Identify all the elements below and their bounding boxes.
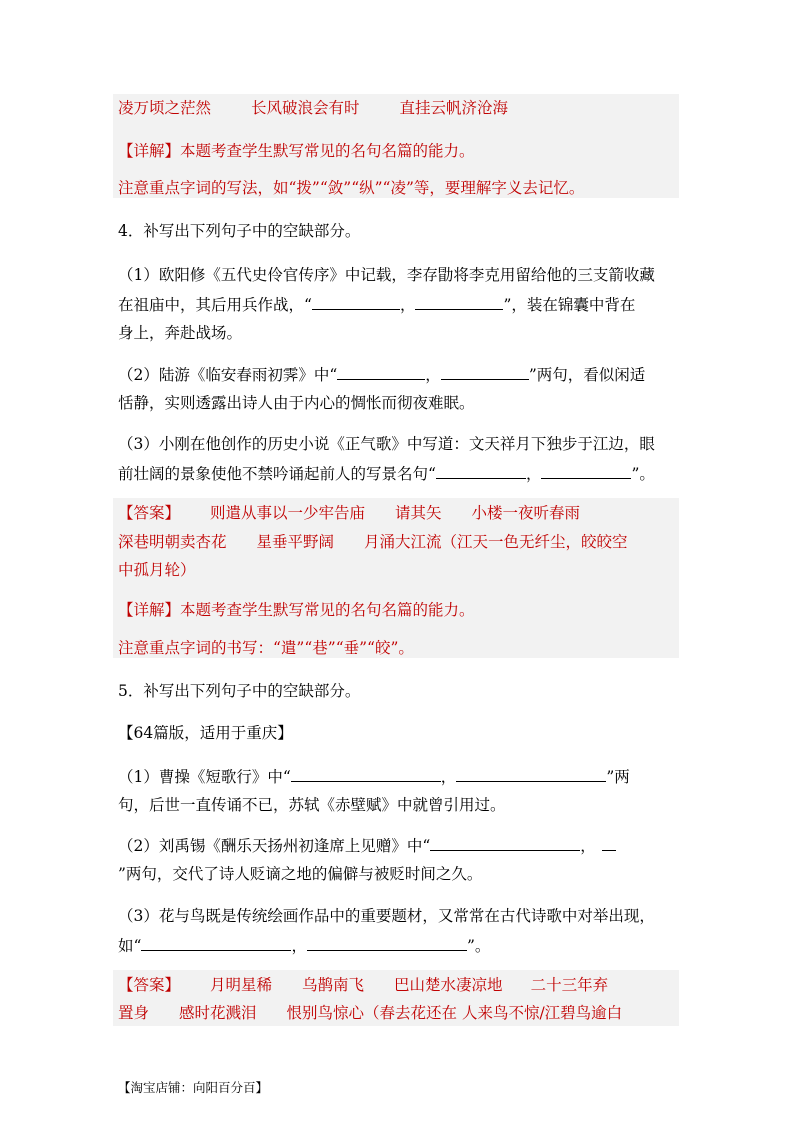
answer-item: 巴山楚水凄凉地 [394,976,503,994]
question-text: ”两句，交代了诗人贬谪之地的偏僻与被贬时间之久。 [118,865,483,883]
question-text-part: ， [580,837,596,855]
question-text-part: ， [291,937,307,955]
question-text: 句，后世一直传诵不已，苏轼《赤壁赋》中就曾引用过。 [118,796,506,814]
answer-item: 则遣从事以一少牢告庙 [210,504,366,522]
question-text [118,291,635,317]
question-text-part: ”，装在锦囊中背在 [503,296,636,314]
question-text-part: ”。 [631,465,655,483]
answer-item: 二十三年弃 [530,976,609,994]
answer-line [118,95,508,121]
blank-line [436,460,526,479]
question-text-part: ”两句，看似闲适 [528,366,646,384]
answer-item: 小楼一夜听春雨 [471,504,581,522]
page-footer: 【淘宝店铺：向阳百分百】 [118,1080,269,1095]
answer-item: 乌鹊南飞 [302,976,365,994]
detail-line: 【详解】本题考查学生默写常见的名句名篇的能力。 [118,142,475,160]
blank-line [602,832,616,851]
answer-line: 中孤月轮） [118,561,196,579]
answer-item: 月明星稀 [210,976,273,994]
answer-item: 月涌大江流（江天一色无纤尘，皎皎空 [364,533,628,551]
question-text-part: （2）陆游《临安春雨初霁》中“ [118,366,338,384]
question-text: （3）小刚在他创作的历史小说《正气歌》中写道：文天祥月下独步于江边，眼 [118,435,655,453]
version-note: 【64篇版，适用于重庆】 [118,724,293,742]
question-text-part: （2）刘禹锡《酬乐天扬州初逢席上见赠》中“ [118,837,431,855]
question-text-part: 在祖庙中，其后用兵作战，“ [118,296,312,314]
blank-line [291,763,441,782]
blank-line [456,763,606,782]
question-text-part: （1）曹操《短歌行》中“ [118,768,291,786]
blank-line [312,291,400,310]
blank-line [337,361,425,380]
answer-item: 直挂云帆济沧海 [399,99,509,117]
answer-item: 凌万顷之茫然 [118,99,212,117]
blank-line [141,932,291,951]
detail-line: 【详解】本题考查学生默写常见的名句名篇的能力。 [118,601,475,619]
question-text-part: ， [399,296,416,314]
question-text-part: ”两 [606,768,630,786]
answer-item: 长风破浪会有时 [251,99,360,117]
question-text [118,832,616,858]
answer-line [118,500,580,526]
blank-line [415,291,503,310]
question-text-part: 前壮阔的景象使他不禁吟诵起前人的写景名句“ [118,465,436,483]
answer-line [118,529,628,555]
blank-line [307,932,467,951]
blank-line [430,832,580,851]
question-text: 恬静，实则透露出诗人由于内心的惆怅而彻夜难眠。 [118,394,475,412]
question-title: 4．补写出下列句子中的空缺部分。 [118,222,361,240]
answer-label: 【答案】 [118,504,181,522]
question-text: （3）花与鸟既是传统绘画作品中的重要题材，又常常在古代诗歌中对举出现， [118,907,655,925]
question-text [118,763,630,789]
question-text-part: 如“ [118,937,142,955]
question-text-part: ， [425,366,441,384]
answer-line [118,1000,622,1026]
note-line: 注意重点字词的写法，如“拨”“敛”“纵”“凌”等，要理解字义去记忆。 [118,179,585,197]
question-text-part: ”。 [466,937,491,955]
answer-item: 恨别鸟惊心（春去花还在 人来鸟不惊/江碧鸟逾白 [286,1004,623,1022]
blank-line [441,361,529,380]
answer-item: 置身 [118,1004,150,1022]
answer-item: 感时花溅泪 [179,1004,257,1022]
question-text: 身上，奔赴战场。 [118,324,243,342]
answer-item: 请其矢 [395,504,442,522]
answer-label: 【答案】 [118,976,181,994]
question-text [118,932,490,958]
blank-line [541,460,631,479]
question-title: 5．补写出下列句子中的空缺部分。 [118,682,361,700]
note-line: 注意重点字词的书写：“遣”“巷”“垂”“皎”。 [118,639,414,657]
question-text-part: ， [440,768,457,786]
question-text [118,361,645,387]
answer-item: 深巷明朝卖杏花 [118,533,227,551]
answer-line [118,972,608,998]
question-text [118,460,655,486]
question-text: （1）欧阳修《五代史伶官传序》中记载，李存勖将李克用留给他的三支箭收藏 [118,266,655,284]
answer-item: 星垂平野阔 [256,533,335,551]
question-text-part: ， [525,465,542,483]
